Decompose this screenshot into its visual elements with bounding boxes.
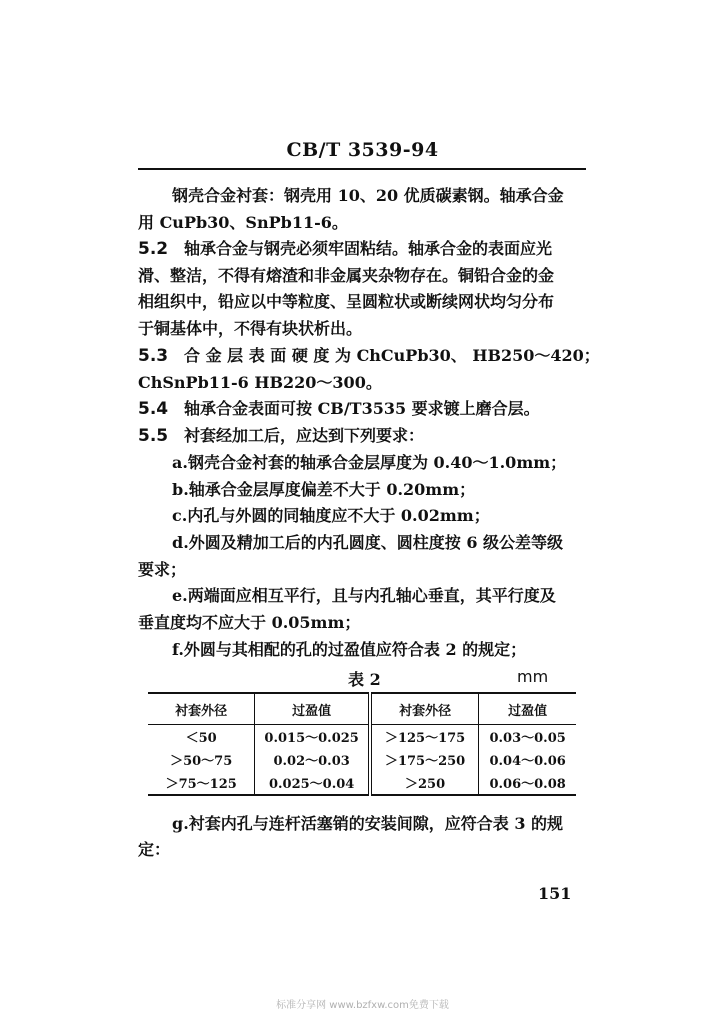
section-number: 5.3	[138, 346, 169, 366]
list-item-d-continued: 要求；	[138, 560, 187, 579]
column-header: 衬套外径	[370, 693, 479, 725]
paragraph-line: ChSnPb11-6 HB220～300。	[138, 373, 382, 392]
table-2	[148, 692, 576, 796]
table-caption: 表 2	[348, 670, 381, 689]
list-item-a: a.钢壳合金衬套的轴承合金层厚度为 0.40～1.0mm；	[172, 453, 567, 472]
section-text: 轴承合金表面可按 CB/T3535 要求镀上磨合层。	[184, 399, 540, 418]
list-item-g-continued: 定：	[138, 840, 171, 859]
table-cell: ＞75～125	[148, 771, 255, 795]
table-cell: 0.04～0.06	[489, 754, 566, 769]
section-number: 5.4	[138, 399, 169, 419]
list-item-b: b.轴承合金层厚度偏差不大于 0.20mm；	[172, 480, 476, 499]
document-code-header: CB/T 3539-94	[286, 139, 439, 161]
table-cell: 0.015～0.025	[255, 725, 370, 749]
paragraph-line: 钢壳合金衬套：钢壳用 10、20 优质碳素钢。轴承合金	[172, 186, 564, 205]
paragraph-line: 相组织中，铅应以中等粒度、呈圆粒状或断续网状均匀分布	[138, 292, 555, 311]
column-header: 过盈值	[255, 693, 370, 725]
column-header: 衬套外径	[148, 693, 255, 725]
table-cell: 0.025～0.04	[255, 771, 370, 795]
section-number: 5.5	[138, 426, 169, 446]
section-5-2-line	[138, 239, 588, 259]
section-5-5-line	[138, 426, 588, 446]
table-row	[148, 725, 576, 749]
list-item-e: e.两端面应相互平行，且与内孔轴心垂直，其平行度及	[172, 586, 556, 605]
table-cell: ＞175～250	[370, 748, 479, 771]
section-text: 轴承合金与钢壳必须牢固粘结。轴承合金的表面应光	[184, 239, 553, 258]
section-text: 合 金 层 表 面 硬 度 为 ChCuPb30、 HB250～420；	[184, 346, 600, 365]
site-watermark: 标准分享网 www.bzfxw.com免费下载	[276, 1000, 449, 1011]
table-cell: ＞50～75	[148, 748, 255, 771]
page-number: 151	[538, 884, 572, 903]
table-row	[148, 771, 576, 795]
list-item-c: c.内孔与外圆的同轴度应不大于 0.02mm；	[172, 506, 490, 525]
list-item-e-continued: 垂直度均不应大于 0.05mm；	[138, 613, 361, 632]
table-cell: 0.06～0.08	[479, 771, 576, 795]
table-header-row	[148, 693, 576, 725]
table-row	[148, 748, 576, 771]
table-cell: ＜50	[148, 725, 255, 749]
section-text: 衬套经加工后，应达到下列要求：	[184, 426, 425, 445]
paragraph-line: 于铜基体中，不得有块状析出。	[138, 319, 363, 338]
list-item-f: f.外圆与其相配的孔的过盈值应符合表 2 的规定；	[172, 640, 527, 659]
list-item-d: d.外圆及精加工后的内孔圆度、圆柱度按 6 级公差等级	[172, 533, 564, 552]
section-5-3-line	[138, 346, 600, 366]
section-5-4-line	[138, 399, 588, 419]
section-number: 5.2	[138, 239, 169, 259]
list-item-g: g.衬套内孔与连杆活塞销的安装间隙，应符合表 3 的规	[172, 814, 564, 833]
table-cell: 0.03～0.05	[489, 731, 566, 746]
paragraph-line: 滑、整洁，不得有熔渣和非金属夹杂物存在。铜铅合金的金	[138, 266, 555, 285]
table-unit: mm	[517, 667, 549, 686]
table-cell: ＞250	[370, 771, 479, 795]
header-divider	[138, 168, 586, 170]
table-cell: ＞125～175	[370, 725, 479, 749]
paragraph-line: 用 CuPb30、SnPb11-6。	[138, 213, 348, 232]
table-cell: 0.02～0.03	[255, 748, 370, 771]
column-header: 过盈值	[479, 693, 576, 725]
